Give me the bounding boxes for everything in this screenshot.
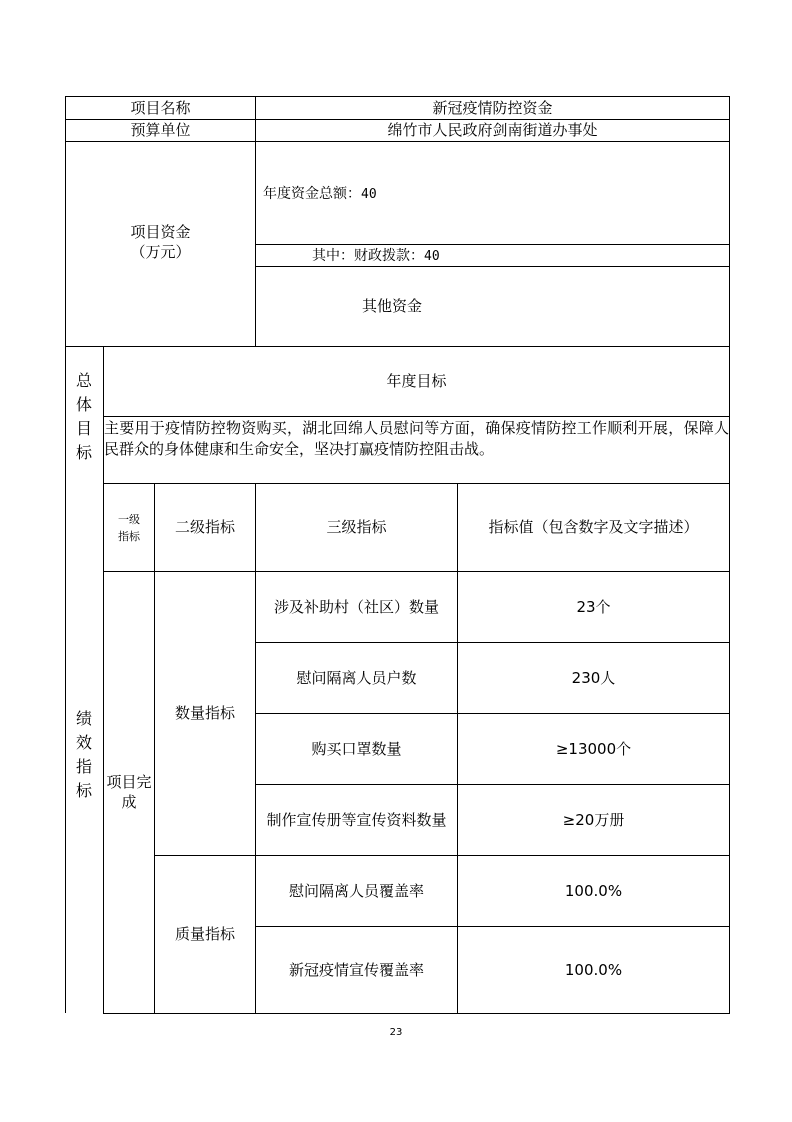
overall-goal-side-label: 总 体 目 标	[75, 371, 92, 462]
level1-indicator-value: 项目完成	[106, 773, 152, 811]
other-funds-label: 其他资金	[361, 297, 422, 316]
project-name-value: 新冠疫情防控资金	[432, 98, 553, 117]
project-funds-label-line2: （万元）	[130, 243, 191, 261]
table-row-value: 230人	[571, 668, 616, 687]
quality-indicator: 质量指标	[174, 925, 235, 944]
table-row-value: ≥20万册	[562, 810, 625, 829]
level3-indicator-header: 三级指标	[326, 518, 387, 537]
annual-total-value: 40	[361, 187, 377, 202]
level2-indicator-header: 二级指标	[174, 518, 235, 537]
indicator-value-header: 指标值（包含数字及文字描述）	[488, 518, 699, 537]
project-funds-label	[66, 222, 255, 262]
table-row-level3: 涉及补助村（社区）数量	[273, 597, 439, 616]
quantity-indicator: 数量指标	[174, 704, 235, 723]
table-row-level3: 慰问隔离人员覆盖率	[288, 881, 424, 900]
budget-unit-label: 预算单位	[130, 121, 191, 140]
table-row-level3: 新冠疫情宣传覆盖率	[288, 960, 424, 979]
budget-unit-value: 绵竹市人民政府剑南街道办事处	[387, 121, 598, 140]
annual-total-funds	[263, 184, 377, 205]
table-row-value: ≥13000个	[555, 739, 632, 758]
annual-goal-text: 主要用于疫情防控物资购买，湖北回绵人员慰问等方面，确保疫情防控工作顺利开展，保障人民群众的身体健康和生命安全，坚决打赢疫情防控阻击战。	[104, 419, 729, 458]
level1-indicator-header	[104, 484, 154, 571]
table-row-level3: 购买口罩数量	[311, 739, 402, 758]
performance-side-label: 绩 效 指 标	[75, 709, 92, 800]
table-row-level3: 慰问隔离人员户数	[296, 668, 417, 687]
level1-header-line1: 一级	[118, 512, 140, 526]
table-row-value: 23个	[576, 597, 611, 616]
level1-header-line2: 指标	[118, 529, 140, 543]
project-name-label: 项目名称	[130, 98, 191, 117]
fiscal-allocation-label: 其中：财政拨款：	[312, 248, 424, 264]
table-row-value: 100.0%	[564, 960, 623, 979]
table-row-value: 100.0%	[564, 881, 623, 900]
annual-goal-title: 年度目标	[386, 372, 447, 391]
fiscal-allocation	[312, 246, 440, 267]
annual-total-label: 年度资金总额：	[263, 186, 361, 202]
project-funds-label-line1: 项目资金	[130, 223, 191, 241]
page-number: 23	[389, 1027, 403, 1038]
fiscal-allocation-value: 40	[424, 249, 440, 264]
table-row-level3: 制作宣传册等宣传资料数量	[266, 810, 447, 829]
